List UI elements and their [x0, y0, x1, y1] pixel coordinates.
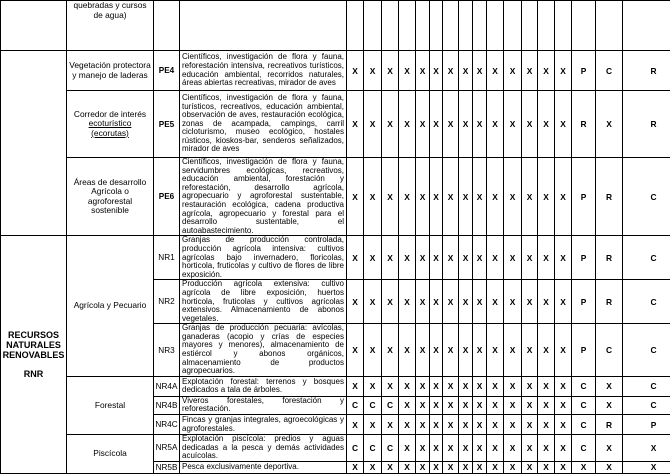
- group-label-line2: NATURALES: [1, 340, 66, 350]
- mark-cell: X: [473, 324, 487, 377]
- mark-cell: P: [572, 280, 596, 324]
- mark-cell: X: [504, 324, 522, 377]
- mark-cell: X: [555, 51, 572, 91]
- code-cell: NR2: [154, 280, 180, 324]
- description-cell: Granjas de producción controlada, producción agrícola intensiva: cultivos agrícolas bajo invernadero, floricolas, horticola, fruticolas y cultivo de flores de libre exposición.: [180, 236, 347, 280]
- description-cell: Explotación forestal: terrenos y bosques dedicados a tala de árboles.: [180, 376, 347, 396]
- mark-cell: C: [623, 396, 670, 414]
- mark-cell: X: [416, 158, 430, 236]
- mark-cell: X: [430, 376, 443, 396]
- mark-cell: X: [399, 158, 416, 236]
- mark-cell: X: [596, 461, 623, 473]
- code-cell: PE6: [154, 158, 180, 236]
- mark-cell: X: [459, 91, 473, 158]
- mark-cell: C: [572, 376, 596, 396]
- mark-cell: X: [538, 236, 555, 280]
- mark-cell: X: [487, 280, 504, 324]
- mark-cell: X: [443, 51, 459, 91]
- mark-cell: X: [473, 461, 487, 473]
- mark-cell: X: [364, 280, 382, 324]
- mark-cell: X: [555, 91, 572, 158]
- mark-cell: X: [399, 236, 416, 280]
- mark-cell: X: [382, 280, 399, 324]
- mark-cell: X: [487, 91, 504, 158]
- mark-cell: R: [596, 415, 623, 435]
- mark-cell: X: [443, 461, 459, 473]
- mark-cell: C: [364, 435, 382, 462]
- mark-cell: X: [538, 324, 555, 377]
- mark-cell: X: [347, 461, 364, 473]
- mark-cell: X: [382, 461, 399, 473]
- mark-cell: [522, 1, 538, 51]
- group-cell: [1, 51, 67, 91]
- mark-cell: C: [347, 435, 364, 462]
- mark-cell: X: [416, 51, 430, 91]
- mark-cell: R: [623, 51, 670, 91]
- category-cell: Agrícola y Pecuario: [67, 236, 154, 377]
- table-row: [1, 435, 670, 462]
- category-cell: quebradas y cursos de agua): [67, 1, 154, 51]
- code-cell: NR3: [154, 324, 180, 377]
- code-cell: NR1: [154, 236, 180, 280]
- mark-cell: X: [347, 324, 364, 377]
- mark-cell: X: [443, 236, 459, 280]
- mark-cell: P: [572, 158, 596, 236]
- mark-cell: C: [572, 435, 596, 462]
- mark-cell: X: [399, 435, 416, 462]
- mark-cell: X: [555, 158, 572, 236]
- mark-cell: X: [459, 376, 473, 396]
- mark-cell: [382, 1, 399, 51]
- mark-cell: [443, 1, 459, 51]
- mark-cell: X: [504, 415, 522, 435]
- mark-cell: X: [399, 461, 416, 473]
- code-cell: [154, 1, 180, 51]
- mark-cell: X: [538, 91, 555, 158]
- mark-cell: [487, 1, 504, 51]
- mark-cell: X: [416, 91, 430, 158]
- mark-cell: X: [538, 461, 555, 473]
- mark-cell: X: [459, 415, 473, 435]
- description-cell: Granjas de producción pecuaria: avícolas, ganaderas (acopio y crías de especies mayores y menores), almacenamiento de estiércol y abonos orgánicos, almacenamiento de productos agropecuarios.: [180, 324, 347, 377]
- mark-cell: X: [555, 435, 572, 462]
- mark-cell: [416, 1, 430, 51]
- mark-cell: X: [416, 280, 430, 324]
- mark-cell: X: [473, 396, 487, 414]
- mark-cell: P: [572, 236, 596, 280]
- mark-cell: X: [487, 435, 504, 462]
- mark-cell: X: [487, 376, 504, 396]
- mark-cell: X: [399, 396, 416, 414]
- mark-cell: X: [555, 324, 572, 377]
- mark-cell: X: [399, 280, 416, 324]
- mark-cell: X: [382, 51, 399, 91]
- mark-cell: X: [504, 236, 522, 280]
- mark-cell: [504, 1, 522, 51]
- description-cell: Científicos, investigación de flora y fauna, servidumbres ecológicas, recreativos, educación ambiental, forestación y reforestación, desarrollo agrícola, agropecuario y agroforestal sustentable, restauración ecológica, cadena productiva agrícola, agropecuario y forestal para el desarrollo sustentable, el autoabastecimiento.: [180, 158, 347, 236]
- mark-cell: C: [572, 415, 596, 435]
- mark-cell: X: [522, 91, 538, 158]
- code-cell: PE4: [154, 51, 180, 91]
- mark-cell: X: [364, 158, 382, 236]
- mark-cell: X: [538, 51, 555, 91]
- mark-cell: X: [538, 376, 555, 396]
- mark-cell: X: [596, 91, 623, 158]
- mark-cell: C: [347, 396, 364, 414]
- mark-cell: X: [382, 415, 399, 435]
- mark-cell: X: [364, 415, 382, 435]
- mark-cell: [364, 1, 382, 51]
- mark-cell: X: [459, 324, 473, 377]
- mark-cell: C: [364, 396, 382, 414]
- mark-cell: X: [459, 280, 473, 324]
- code-cell: NR5B: [154, 461, 180, 473]
- mark-cell: X: [504, 461, 522, 473]
- mark-cell: X: [416, 415, 430, 435]
- mark-cell: C: [596, 324, 623, 377]
- table-row: [1, 376, 670, 396]
- mark-cell: X: [382, 158, 399, 236]
- mark-cell: X: [443, 158, 459, 236]
- mark-cell: X: [430, 158, 443, 236]
- mark-cell: X: [504, 435, 522, 462]
- mark-cell: X: [473, 236, 487, 280]
- code-cell: NR4A: [154, 376, 180, 396]
- mark-cell: X: [416, 236, 430, 280]
- mark-cell: R: [596, 236, 623, 280]
- mark-cell: X: [522, 236, 538, 280]
- mark-cell: [572, 1, 596, 51]
- mark-cell: C: [382, 396, 399, 414]
- code-cell: NR4C: [154, 415, 180, 435]
- description-cell: Científicos, investigación de flora y fauna, reforestación intensiva, recreativos turísticos, educación ambiental, recorridos naturales, áreas abiertas recreativas, mirador de aves: [180, 51, 347, 91]
- description-cell: Fincas y granjas integrales, agroecológicas y agroforestales.: [180, 415, 347, 435]
- group-label-line1: RECURSOS: [1, 330, 66, 340]
- mark-cell: [555, 1, 572, 51]
- mark-cell: X: [522, 376, 538, 396]
- mark-cell: X: [522, 51, 538, 91]
- mark-cell: X: [487, 51, 504, 91]
- mark-cell: R: [572, 91, 596, 158]
- mark-cell: X: [596, 396, 623, 414]
- mark-cell: X: [459, 461, 473, 473]
- mark-cell: C: [596, 51, 623, 91]
- mark-cell: X: [430, 396, 443, 414]
- mark-cell: X: [430, 91, 443, 158]
- group-cell-rnr: [1, 236, 67, 473]
- mark-cell: X: [443, 324, 459, 377]
- mark-cell: X: [522, 435, 538, 462]
- mark-cell: X: [473, 280, 487, 324]
- mark-cell: [538, 1, 555, 51]
- mark-cell: X: [347, 236, 364, 280]
- table-row: [1, 158, 670, 236]
- mark-cell: X: [430, 461, 443, 473]
- code-cell: PE5: [154, 91, 180, 158]
- mark-cell: X: [538, 435, 555, 462]
- mark-cell: [399, 1, 416, 51]
- mark-cell: X: [399, 51, 416, 91]
- mark-cell: P: [572, 324, 596, 377]
- mark-cell: C: [623, 158, 670, 236]
- mark-cell: X: [473, 158, 487, 236]
- mark-cell: X: [382, 376, 399, 396]
- mark-cell: X: [382, 91, 399, 158]
- mark-cell: X: [443, 435, 459, 462]
- description-cell: Pesca exclusivamente deportiva.: [180, 461, 347, 473]
- mark-cell: X: [459, 396, 473, 414]
- mark-cell: X: [443, 280, 459, 324]
- mark-cell: C: [382, 435, 399, 462]
- mark-cell: X: [347, 51, 364, 91]
- mark-cell: X: [347, 280, 364, 324]
- mark-cell: R: [623, 91, 670, 158]
- description-cell: Científicos, investigación de flora y fauna, turísticos, recreativos, educación ambiental, observación de aves, restauración ecológica, zonas de acampada, campings, carril cicloturismo, museo ecológico, hostales rústicos, kioskos-bar, senderos señalizados, mirador de aves: [180, 91, 347, 158]
- description-cell: Viveros forestales, forestación y reforestación.: [180, 396, 347, 414]
- mark-cell: X: [430, 280, 443, 324]
- mark-cell: X: [382, 324, 399, 377]
- mark-cell: X: [473, 51, 487, 91]
- mark-cell: C: [623, 324, 670, 377]
- mark-cell: X: [538, 415, 555, 435]
- mark-cell: X: [487, 396, 504, 414]
- mark-cell: X: [416, 396, 430, 414]
- mark-cell: X: [347, 158, 364, 236]
- code-cell: NR4B: [154, 396, 180, 414]
- mark-cell: X: [459, 158, 473, 236]
- mark-cell: X: [430, 236, 443, 280]
- mark-cell: X: [364, 236, 382, 280]
- mark-cell: X: [538, 158, 555, 236]
- category-cell: Piscícola: [67, 435, 154, 474]
- mark-cell: X: [487, 158, 504, 236]
- mark-cell: X: [538, 280, 555, 324]
- mark-cell: X: [416, 324, 430, 377]
- mark-cell: X: [555, 376, 572, 396]
- mark-cell: [347, 1, 364, 51]
- table-row: [1, 91, 670, 158]
- mark-cell: [473, 1, 487, 51]
- mark-cell: X: [504, 396, 522, 414]
- mark-cell: X: [473, 435, 487, 462]
- mark-cell: X: [416, 376, 430, 396]
- mark-cell: R: [596, 158, 623, 236]
- mark-cell: X: [430, 435, 443, 462]
- group-cell: [1, 91, 67, 158]
- mark-cell: C: [623, 236, 670, 280]
- mark-cell: [623, 1, 670, 51]
- mark-cell: X: [399, 415, 416, 435]
- mark-cell: X: [504, 51, 522, 91]
- mark-cell: X: [487, 236, 504, 280]
- mark-cell: R: [596, 280, 623, 324]
- mark-cell: X: [430, 415, 443, 435]
- mark-cell: X: [399, 376, 416, 396]
- mark-cell: X: [555, 396, 572, 414]
- table-row: [1, 236, 670, 280]
- mark-cell: X: [538, 396, 555, 414]
- mark-cell: X: [459, 435, 473, 462]
- mark-cell: X: [364, 376, 382, 396]
- mark-cell: X: [623, 435, 670, 462]
- group-label-line3: RENOVABLES: [1, 350, 66, 360]
- mark-cell: P: [572, 51, 596, 91]
- mark-cell: X: [487, 415, 504, 435]
- mark-cell: X: [443, 396, 459, 414]
- mark-cell: X: [347, 91, 364, 158]
- mark-cell: X: [522, 415, 538, 435]
- mark-cell: X: [430, 324, 443, 377]
- mark-cell: X: [364, 51, 382, 91]
- mark-cell: X: [443, 91, 459, 158]
- mark-cell: X: [522, 158, 538, 236]
- group-cell: [1, 158, 67, 236]
- mark-cell: X: [443, 376, 459, 396]
- mark-cell: X: [487, 324, 504, 377]
- group-cell: [1, 1, 67, 51]
- mark-cell: C: [572, 396, 596, 414]
- mark-cell: X: [504, 280, 522, 324]
- category-cell: Corredor de interés ecoturístico (ecorutas): [67, 91, 154, 158]
- mark-cell: X: [416, 435, 430, 462]
- code-cell: NR5A: [154, 435, 180, 462]
- mark-cell: X: [459, 236, 473, 280]
- mark-cell: P: [623, 415, 670, 435]
- mark-cell: C: [623, 376, 670, 396]
- mark-cell: X: [473, 91, 487, 158]
- mark-cell: X: [430, 51, 443, 91]
- category-cell: Forestal: [67, 376, 154, 434]
- mark-cell: X: [347, 415, 364, 435]
- mark-cell: X: [522, 324, 538, 377]
- mark-cell: X: [555, 236, 572, 280]
- mark-cell: X: [473, 415, 487, 435]
- mark-cell: X: [487, 461, 504, 473]
- mark-cell: X: [443, 415, 459, 435]
- mark-cell: X: [522, 461, 538, 473]
- mark-cell: X: [623, 461, 670, 473]
- table-row: [1, 51, 670, 91]
- mark-cell: X: [364, 91, 382, 158]
- mark-cell: X: [504, 91, 522, 158]
- mark-cell: C: [623, 280, 670, 324]
- mark-cell: X: [399, 91, 416, 158]
- mark-cell: X: [522, 280, 538, 324]
- mark-cell: X: [596, 376, 623, 396]
- mark-cell: X: [473, 376, 487, 396]
- mark-cell: X: [572, 461, 596, 473]
- mark-cell: X: [596, 435, 623, 462]
- mark-cell: [459, 1, 473, 51]
- mark-cell: X: [364, 461, 382, 473]
- mark-cell: [430, 1, 443, 51]
- category-cell: Áreas de desarrollo Agrícola o agroforestal sostenible: [67, 158, 154, 236]
- mark-cell: X: [399, 324, 416, 377]
- mark-cell: X: [459, 51, 473, 91]
- description-cell: Producción agrícola extensiva: cultivo agrícola de libre exposición, huertos horticola, fruticolas y cultivos agrícolas extensivos. Almacenamiento de abonos vegetales.: [180, 280, 347, 324]
- category-cell: Vegetación protectora y manejo de laderas: [67, 51, 154, 91]
- mark-cell: X: [555, 415, 572, 435]
- mark-cell: X: [504, 376, 522, 396]
- group-label-code: RNR: [1, 369, 66, 379]
- mark-cell: X: [555, 461, 572, 473]
- description-cell: [180, 1, 347, 51]
- mark-cell: X: [522, 396, 538, 414]
- mark-cell: X: [364, 324, 382, 377]
- mark-cell: X: [347, 376, 364, 396]
- mark-cell: [596, 1, 623, 51]
- mark-cell: X: [555, 280, 572, 324]
- mark-cell: X: [416, 461, 430, 473]
- mark-cell: X: [504, 158, 522, 236]
- mark-cell: X: [382, 236, 399, 280]
- table-row: [1, 1, 670, 51]
- description-cell: Explotación piscícola: predios y aguas dedicadas a la pesca y demás actividades acuícolas.: [180, 435, 347, 462]
